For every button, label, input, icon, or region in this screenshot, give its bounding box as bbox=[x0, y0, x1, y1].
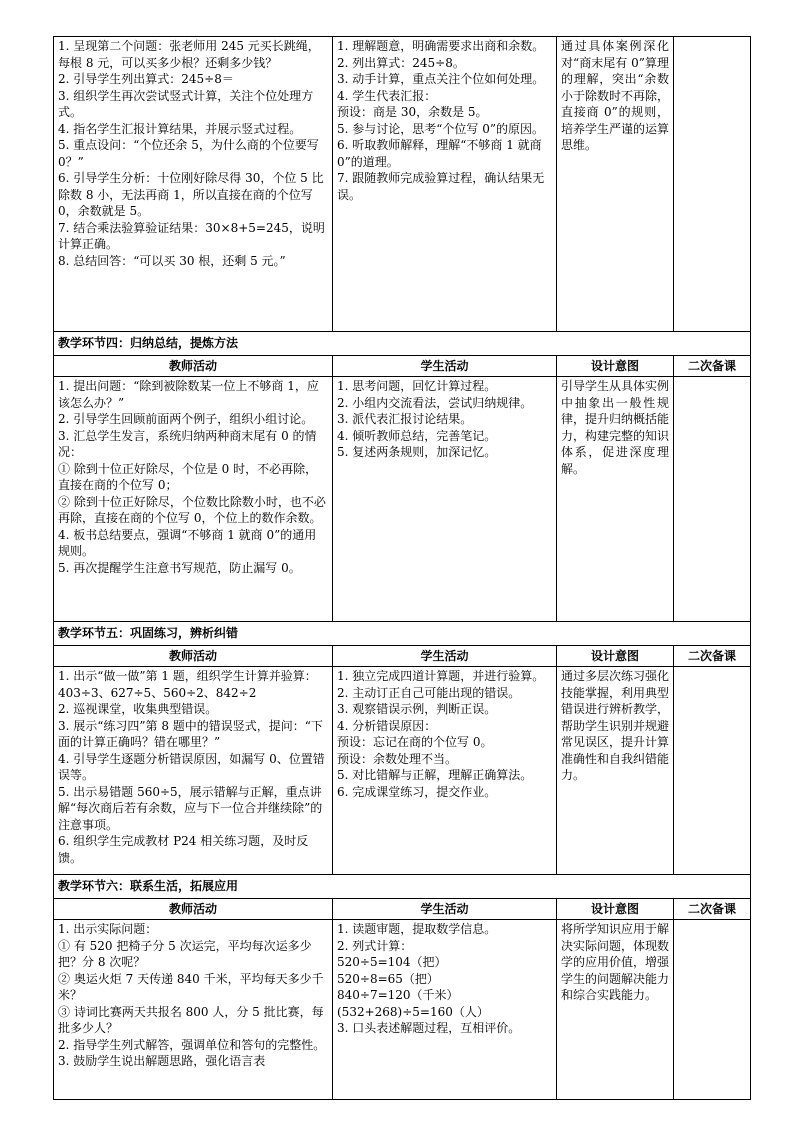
second-prep-cell bbox=[674, 377, 751, 622]
student-line: 3. 动手计算，重点关注个位如何处理。 bbox=[337, 72, 545, 86]
teacher-line: 3. 组织学生再次尝试竖式计算，关注个位处理方式。 bbox=[58, 88, 314, 119]
teacher-line: ② 除到十位正好除尽，个位数比除数小时，也不必再除，直接在商的个位写 0，个位上的数作余数。 bbox=[58, 494, 326, 525]
header-teacher: 教师活动 bbox=[54, 645, 333, 667]
student-line: 2. 小组内交流看法，尝试归纳规律。 bbox=[337, 395, 533, 410]
student-line: 2. 列式计算： bbox=[337, 938, 413, 953]
step5-content-row bbox=[54, 667, 751, 875]
student-line: 1. 独立完成四道计算题，并进行验算。 bbox=[337, 669, 545, 683]
header-intent: 设计意图 bbox=[557, 898, 674, 920]
teacher-line: ① 有 520 把椅子分 5 次运完，平均每次运多少把？分 8 次呢？ bbox=[58, 938, 312, 969]
student-line: 5. 复述两条规则，加深记忆。 bbox=[337, 445, 497, 459]
teacher-line: 4. 引导学生逐题分析错误原因，如漏写 0、位置错误等。 bbox=[58, 751, 325, 782]
student-line: 5. 对比错解与正解，理解正确算法。 bbox=[337, 768, 533, 782]
teacher-line: 6. 引导学生分析：十位刚好除尽得 30，个位 5 比除数 8 小，无法再商 1，所以直接在商的个位写 0，余数就是 5。 bbox=[58, 171, 324, 218]
header-notes: 二次备课 bbox=[674, 645, 751, 667]
teacher-line: ③ 诗词比赛两天共报名 800 人，分 5 批比赛，每批多少人？ bbox=[58, 1004, 324, 1035]
column-header-row bbox=[54, 645, 751, 667]
second-prep-cell bbox=[674, 920, 751, 1100]
student-line: 预设：商是 30，余数是 5。 bbox=[337, 105, 488, 119]
student-line: (532+268)÷5=160（人） bbox=[337, 1004, 489, 1019]
teacher-line: 2. 指导学生列式解答，强调单位和答句的完整性。 bbox=[58, 1037, 326, 1052]
intent-text: 引导学生从具体实例中抽象出一般性规律，提升归纳概括能力，构建完整的知识体系，促进深度理解。 bbox=[561, 379, 670, 476]
teacher-line: 4. 指名学生汇报计算结果，并展示竖式过程。 bbox=[58, 121, 302, 136]
header-student: 学生活动 bbox=[333, 898, 557, 920]
design-intent-cell bbox=[557, 377, 674, 622]
teacher-line: 4. 板书总结要点，强调“不够商 1 就商 0”的通用规则。 bbox=[58, 527, 317, 558]
header-teacher: 教师活动 bbox=[54, 898, 333, 920]
intent-text: 将所学知识应用于解决实际问题，体现数学的应用价值，增强学生的问题解决能力和综合实践能力。 bbox=[561, 922, 670, 1002]
teacher-line: 7. 结合乘法验算验证结果：30×8+5=245，说明计算正确。 bbox=[58, 220, 325, 251]
step4-content-row bbox=[54, 377, 751, 622]
design-intent-cell bbox=[557, 920, 674, 1100]
student-line: 520÷5=104（把） bbox=[337, 955, 447, 969]
header-student: 学生活动 bbox=[333, 645, 557, 667]
student-line: 1. 理解题意，明确需要求出商和余数。 bbox=[337, 39, 545, 53]
student-line: 3. 观察错误示例，判断正误。 bbox=[337, 702, 497, 716]
section-title: 教学环节四：归纳总结，提炼方法 bbox=[54, 332, 751, 356]
section-title-row bbox=[54, 875, 751, 899]
intent-text: 通过具体案例深化对“商末尾有 0”算理的理解，突出“余数小于除数时不再除，直接商 0”的规则，培养学生严谨的运算思维。 bbox=[561, 39, 670, 152]
section-title-row bbox=[54, 332, 751, 356]
student-line: 840÷7=120（千米） bbox=[337, 988, 459, 1002]
header-notes: 二次备课 bbox=[674, 355, 751, 377]
student-line: 7. 跟随教师完成验算过程，确认结果无误。 bbox=[337, 171, 545, 202]
second-prep-cell bbox=[674, 667, 751, 875]
student-line: 6. 完成课堂练习，提交作业。 bbox=[337, 784, 497, 799]
teacher-line: 5. 出示易错题 560÷5，展示错解与正解，重点讲解“每次商后若有余数，应与下一位合并继续除”的注意事项。 bbox=[58, 784, 323, 832]
header-intent: 设计意图 bbox=[557, 355, 674, 377]
student-line: 预设：余数处理不当。 bbox=[337, 751, 458, 766]
teacher-line: 5. 再次提醒学生注意书写规范，防止漏写 0。 bbox=[58, 560, 301, 575]
teacher-line: ① 除到十位正好除尽，个位是 0 时，不必再除，直接在商的个位写 0； bbox=[58, 461, 318, 492]
teacher-line: 1. 呈现第二个问题：张老师用 245 元买长跳绳，每根 8 元，可以买多少根？还剩多少钱？ bbox=[58, 39, 320, 70]
student-line: 5. 参与讨论，思考“个位写 0”的原因。 bbox=[337, 121, 544, 136]
header-notes: 二次备课 bbox=[674, 898, 751, 920]
student-activity-cell bbox=[333, 667, 557, 875]
header-intent: 设计意图 bbox=[557, 645, 674, 667]
student-line: 3. 口头表述解题过程，互相评价。 bbox=[337, 1021, 521, 1035]
teacher-activity-cell bbox=[54, 667, 333, 875]
student-line: 520÷8=65（把） bbox=[337, 971, 439, 986]
teacher-line: 2. 巡视课堂，收集典型错误。 bbox=[58, 702, 218, 716]
section-title: 教学环节六：联系生活，拓展应用 bbox=[54, 875, 751, 899]
lesson-plan-document bbox=[53, 36, 750, 1100]
student-line: 4. 倾听教师总结，完善笔记。 bbox=[337, 428, 497, 443]
header-teacher: 教师活动 bbox=[54, 355, 333, 377]
student-line: 1. 读题审题，提取数学信息。 bbox=[337, 922, 497, 936]
teacher-line: 1. 出示实际问题： bbox=[58, 922, 158, 936]
student-line: 预设：忘记在商的个位写 0。 bbox=[337, 735, 493, 749]
intent-text: 通过多层次练习强化技能掌握，利用典型错误进行辨析教学，帮助学生识别并规避常见误区，提升计算准确性和自我纠错能力。 bbox=[561, 669, 670, 782]
lesson-plan-table bbox=[53, 36, 751, 1100]
step3-content-row bbox=[54, 37, 751, 332]
student-line: 6. 听取教师解释，理解“不够商 1 就商 0”的道理。 bbox=[337, 138, 542, 169]
student-line: 2. 主动订正自己可能出现的错误。 bbox=[337, 685, 521, 700]
column-header-row bbox=[54, 898, 751, 920]
teacher-line: 6. 组织学生完成教材 P24 相关练习题，及时反馈。 bbox=[58, 834, 309, 865]
design-intent-cell bbox=[557, 37, 674, 332]
teacher-line: ② 奥运火炬 7 天传递 840 千米，平均每天多少千米？ bbox=[58, 971, 324, 1002]
design-intent-cell bbox=[557, 667, 674, 875]
header-student: 学生活动 bbox=[333, 355, 557, 377]
teacher-line: 2. 引导学生回顾前面两个例子，组织小组讨论。 bbox=[58, 412, 314, 426]
student-line: 4. 分析错误原因： bbox=[337, 718, 437, 733]
section-title: 教学环节五：巩固练习，辨析纠错 bbox=[54, 622, 751, 646]
second-prep-cell bbox=[674, 37, 751, 332]
teacher-line: 403÷3、627÷5、560÷2、842÷2 bbox=[58, 685, 257, 700]
teacher-activity-cell bbox=[54, 920, 333, 1100]
student-activity-cell bbox=[333, 920, 557, 1100]
student-line: 4. 学生代表汇报： bbox=[337, 88, 437, 103]
student-line: 1. 思考问题，回忆计算过程。 bbox=[337, 379, 497, 393]
teacher-line: 3. 鼓励学生说出解题思路，强化语言表 bbox=[58, 1054, 266, 1068]
teacher-line: 3. 展示“练习四”第 8 题中的错误竖式，提问：“下面的计算正确吗？错在哪里？” bbox=[58, 718, 323, 749]
teacher-line: 1. 提出问题：“除到被除数某一位上不够商 1，应该怎么办？” bbox=[58, 379, 319, 410]
student-line: 2. 列出算式：245÷8。 bbox=[337, 55, 465, 70]
column-header-row bbox=[54, 355, 751, 377]
teacher-line: 2. 引导学生列出算式：245÷8＝ bbox=[58, 72, 234, 86]
teacher-activity-cell bbox=[54, 377, 333, 622]
teacher-line: 1. 出示“做一做”第 1 题，组织学生计算并验算： bbox=[58, 669, 317, 683]
student-activity-cell bbox=[333, 37, 557, 332]
teacher-line: 5. 重点设问：“个位还余 5，为什么商的个位要写 0？” bbox=[58, 138, 319, 169]
step6-content-row bbox=[54, 920, 751, 1100]
student-line: 3. 派代表汇报讨论结果。 bbox=[337, 412, 473, 426]
student-activity-cell bbox=[333, 377, 557, 622]
section-title-row bbox=[54, 622, 751, 646]
teacher-activity-cell bbox=[54, 37, 333, 332]
teacher-line: 8. 总结回答：“可以买 30 根，还剩 5 元。” bbox=[58, 253, 286, 268]
teacher-line: 3. 汇总学生发言，系统归纳两种商末尾有 0 的情况： bbox=[58, 428, 317, 459]
